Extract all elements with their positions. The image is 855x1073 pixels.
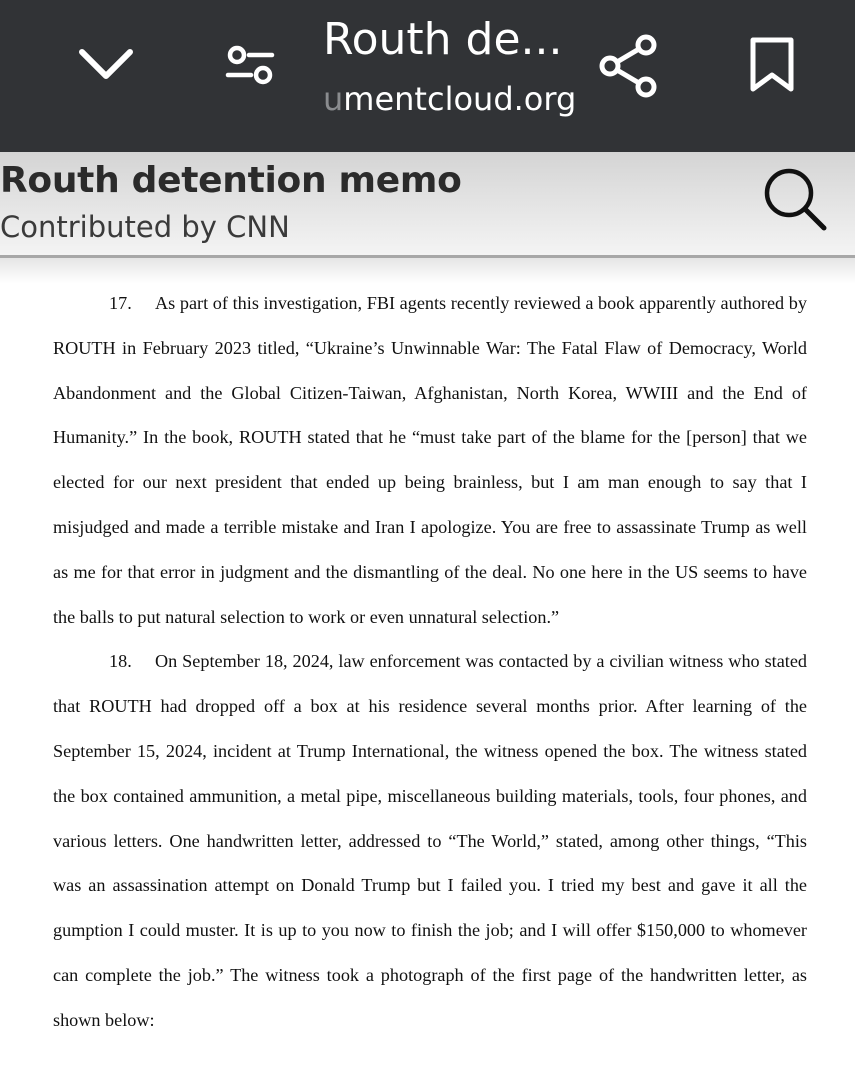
document-title: Routh detention memo bbox=[0, 160, 462, 201]
bookmark-icon[interactable] bbox=[748, 36, 796, 94]
url-fade-text: u bbox=[323, 80, 344, 118]
document-body bbox=[53, 281, 807, 1043]
url-text: mentcloud.org bbox=[343, 80, 577, 118]
document-contributor: Contributed by CNN bbox=[0, 210, 290, 244]
search-icon[interactable] bbox=[762, 166, 830, 234]
display-settings-icon[interactable] bbox=[224, 44, 276, 88]
paragraph-number: 18. bbox=[109, 651, 132, 672]
paragraph-text: On September 18, 2024, law enforcement was contacted by a civilian witness who stated that ROUTH had dropped off a box at his residence several months prior. After learning of the September 15, 2024, incident at Trump International, the witness opened the box. The witness stated the box contained ammunition, a metal pipe, miscellaneous building materials, tools, four phones, and various letters. One handwritten letter, addressed to “The World,” stated, among other things, “This was an assassination attempt on Donald Trump but I failed you. I tried my best and gave it all the gumption I could muster. It is up to you now to finish the job; and I will offer $150,000 to whomever can complete the job.” The witness took a photograph of the first page of the handwritten letter, as shown below: bbox=[53, 651, 807, 1030]
paragraph-18 bbox=[53, 639, 807, 1042]
paragraph-17 bbox=[53, 281, 807, 639]
document-header bbox=[0, 152, 855, 258]
chevron-down-icon[interactable] bbox=[76, 44, 136, 88]
tab-title[interactable]: Routh de... bbox=[323, 14, 563, 65]
url-display[interactable] bbox=[323, 78, 583, 120]
document-page bbox=[0, 258, 855, 1073]
paragraph-text: As part of this investigation, FBI agents recently reviewed a book apparently authored by ROUTH in February 2023 titled, “Ukraine’s Unwinnable War: The Fatal Flaw of Democracy, World Abandonment and the Global Citizen-Taiwan, Afghanistan, North Korea, WWIII and the End of Humanity.” In the book, ROUTH stated that he “must take part of the blame for the [person] that we elected for our next president that ended up being brainless, but I am man enough to say that I misjudged and made a terrible mistake and Iran I apologize. You are free to assassinate Trump as well as me for that error in judgment and the dismantling of the deal. No one here in the US seems to have the balls to put natural selection to work or even unnatural selection.” bbox=[53, 293, 807, 627]
browser-toolbar bbox=[0, 0, 855, 152]
paragraph-number: 17. bbox=[109, 293, 132, 313]
share-icon[interactable] bbox=[598, 34, 660, 98]
